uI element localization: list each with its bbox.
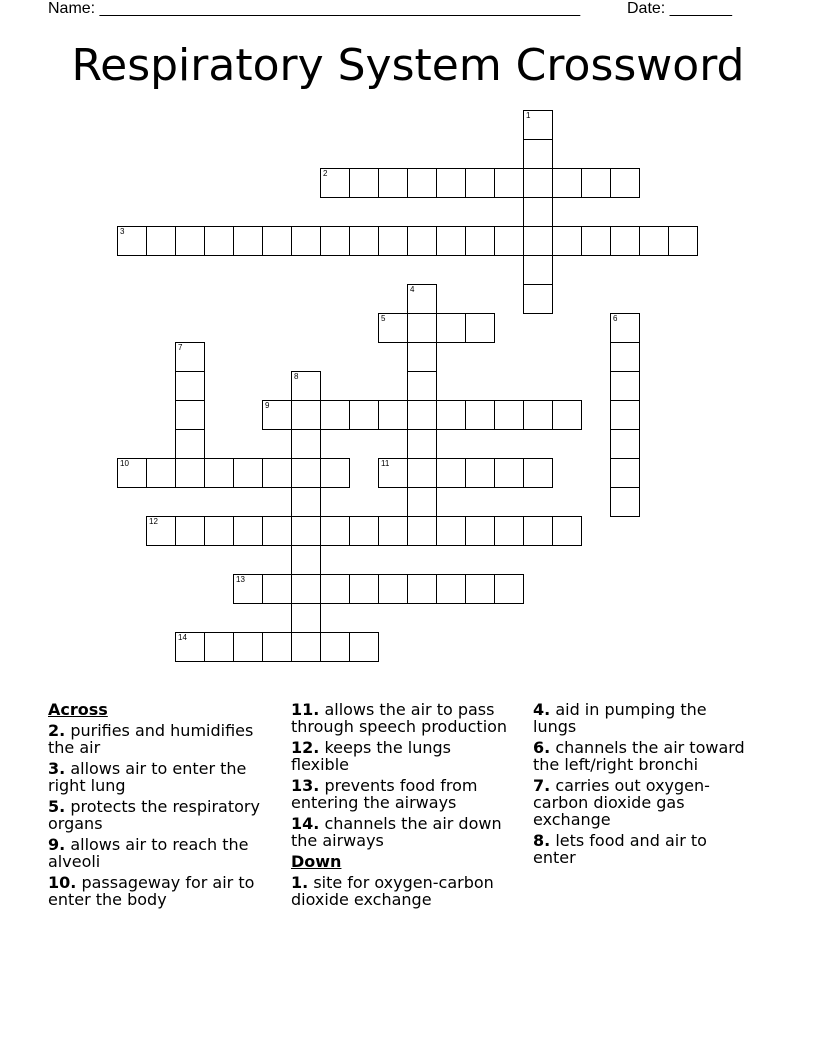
crossword-cell[interactable] <box>233 516 263 546</box>
crossword-cell[interactable] <box>349 400 379 430</box>
crossword-cell[interactable] <box>175 400 205 430</box>
crossword-cell[interactable] <box>494 168 524 198</box>
crossword-cell[interactable] <box>465 226 495 256</box>
clue-number: 12. <box>291 738 320 757</box>
clues-column-3 <box>533 701 753 870</box>
crossword-cell[interactable] <box>320 632 350 662</box>
clues-column-2 <box>291 701 511 912</box>
crossword-cell[interactable] <box>320 168 350 198</box>
crossword-cell[interactable] <box>407 284 437 314</box>
crossword-cell[interactable] <box>204 516 234 546</box>
crossword-cell[interactable] <box>291 603 321 633</box>
clue-down-6 <box>533 739 753 773</box>
crossword-cell[interactable] <box>146 226 176 256</box>
clue-number: 9. <box>48 835 66 854</box>
crossword-cell[interactable] <box>407 516 437 546</box>
crossword-cell[interactable] <box>610 400 640 430</box>
crossword-cell[interactable] <box>436 516 466 546</box>
crossword-cell[interactable] <box>407 487 437 517</box>
clue-number-label: 6 <box>613 314 618 323</box>
clue-down-4 <box>533 701 753 735</box>
crossword-cell[interactable] <box>378 574 408 604</box>
crossword-cell[interactable] <box>262 400 292 430</box>
crossword-cell[interactable] <box>175 226 205 256</box>
crossword-cell[interactable] <box>146 458 176 488</box>
crossword-cell[interactable] <box>233 226 263 256</box>
clue-text: site for oxygen-carbon dioxide exchange <box>291 873 494 909</box>
crossword-cell[interactable] <box>465 516 495 546</box>
crossword-cell[interactable] <box>262 226 292 256</box>
crossword-cell[interactable] <box>610 487 640 517</box>
crossword-cell[interactable] <box>291 429 321 459</box>
clue-number: 8. <box>533 831 551 850</box>
clue-text: allows the air to pass through speech production <box>291 700 508 736</box>
crossword-cell[interactable] <box>117 458 147 488</box>
crossword-cell[interactable] <box>610 458 640 488</box>
crossword-cell[interactable] <box>523 400 553 430</box>
name-field[interactable]: Name: ______________________________________________________ <box>48 0 581 17</box>
clue-across-10 <box>48 874 268 908</box>
crossword-cell[interactable] <box>378 516 408 546</box>
clue-number: 5. <box>48 797 66 816</box>
crossword-cell[interactable] <box>291 487 321 517</box>
crossword-cell[interactable] <box>436 400 466 430</box>
clue-text: keeps the lungs flexible <box>291 738 451 774</box>
clue-number: 4. <box>533 700 551 719</box>
crossword-cell[interactable] <box>436 168 466 198</box>
crossword-cell[interactable] <box>523 284 553 314</box>
crossword-cell[interactable] <box>233 574 263 604</box>
crossword-cell[interactable] <box>552 516 582 546</box>
crossword-cell[interactable] <box>523 458 553 488</box>
clue-number: 13. <box>291 776 320 795</box>
crossword-cell[interactable] <box>668 226 698 256</box>
crossword-cell[interactable] <box>175 458 205 488</box>
clue-across-2 <box>48 722 268 756</box>
crossword-cell[interactable] <box>610 226 640 256</box>
page-title: Respiratory System Crossword <box>71 40 745 91</box>
crossword-cell[interactable] <box>320 400 350 430</box>
crossword-cell[interactable] <box>494 516 524 546</box>
crossword-cell[interactable] <box>291 371 321 401</box>
crossword-cell[interactable] <box>378 400 408 430</box>
crossword-cell[interactable] <box>610 371 640 401</box>
crossword-cell[interactable] <box>262 632 292 662</box>
crossword-cell[interactable] <box>465 168 495 198</box>
clue-text: protects the respiratory organs <box>48 797 260 833</box>
crossword-cell[interactable] <box>175 371 205 401</box>
crossword-cell[interactable] <box>465 313 495 343</box>
crossword-cell[interactable] <box>262 516 292 546</box>
clue-across-12 <box>291 739 511 773</box>
clue-number: 7. <box>533 776 551 795</box>
crossword-cell[interactable] <box>581 168 611 198</box>
date-field[interactable]: Date: _______ <box>627 0 732 17</box>
crossword-cell[interactable] <box>407 168 437 198</box>
crossword-cell[interactable] <box>349 516 379 546</box>
clue-text: aid in pumping the lungs <box>533 700 707 736</box>
crossword-cell[interactable] <box>523 197 553 227</box>
crossword-cell[interactable] <box>494 574 524 604</box>
crossword-cell[interactable] <box>262 458 292 488</box>
clue-number: 2. <box>48 721 66 740</box>
crossword-cell[interactable] <box>494 458 524 488</box>
crossword-cell[interactable] <box>465 458 495 488</box>
crossword-cell[interactable] <box>291 632 321 662</box>
crossword-cell[interactable] <box>407 342 437 372</box>
crossword-cell[interactable] <box>320 574 350 604</box>
crossword-cell[interactable] <box>610 429 640 459</box>
clue-down-7 <box>533 777 753 828</box>
crossword-cell[interactable] <box>117 226 147 256</box>
clue-text: carries out oxygen-carbon dioxide gas exchange <box>533 776 710 829</box>
clue-number: 11. <box>291 700 320 719</box>
clue-text: channels the air down the airways <box>291 814 502 850</box>
clue-text: allows air to enter the right lung <box>48 759 247 795</box>
crossword-cell[interactable] <box>610 342 640 372</box>
crossword-cell[interactable] <box>436 313 466 343</box>
crossword-cell[interactable] <box>523 139 553 169</box>
crossword-cell[interactable] <box>523 226 553 256</box>
clue-number-label: 3 <box>120 227 125 236</box>
across-heading: Across <box>48 700 108 719</box>
crossword-cell[interactable] <box>291 458 321 488</box>
crossword-cell[interactable] <box>204 632 234 662</box>
clue-text: lets food and air to enter <box>533 831 707 867</box>
crossword-cell[interactable] <box>552 168 582 198</box>
crossword-cell[interactable] <box>175 429 205 459</box>
clue-number-label: 10 <box>120 459 129 468</box>
crossword-cell[interactable] <box>407 313 437 343</box>
clue-text: allows air to reach the alveoli <box>48 835 249 871</box>
crossword-cell[interactable] <box>465 574 495 604</box>
crossword-cell[interactable] <box>175 342 205 372</box>
crossword-cell[interactable] <box>407 400 437 430</box>
crossword-cell[interactable] <box>349 574 379 604</box>
crossword-cell[interactable] <box>291 226 321 256</box>
crossword-cell[interactable] <box>494 226 524 256</box>
crossword-cell[interactable] <box>581 226 611 256</box>
crossword-cell[interactable] <box>436 574 466 604</box>
clue-across-5 <box>48 798 268 832</box>
crossword-cell[interactable] <box>233 458 263 488</box>
clue-number: 6. <box>533 738 551 757</box>
crossword-cell[interactable] <box>291 400 321 430</box>
crossword-cell[interactable] <box>378 313 408 343</box>
clue-down-8 <box>533 832 753 866</box>
clue-down-1 <box>291 874 511 908</box>
crossword-cell[interactable] <box>436 226 466 256</box>
clue-number-label: 4 <box>410 285 415 294</box>
clue-text: channels the air toward the left/right bronchi <box>533 738 745 774</box>
clue-across-14 <box>291 815 511 849</box>
clue-across-13 <box>291 777 511 811</box>
clue-number: 10. <box>48 873 77 892</box>
clue-across-9 <box>48 836 268 870</box>
clue-number-label: 1 <box>526 111 531 120</box>
crossword-cell[interactable] <box>610 313 640 343</box>
crossword-cell[interactable] <box>407 371 437 401</box>
clue-number-label: 12 <box>149 517 158 526</box>
crossword-cell[interactable] <box>523 255 553 285</box>
clue-across-3 <box>48 760 268 794</box>
crossword-cell[interactable] <box>610 168 640 198</box>
clues-column-1 <box>48 701 268 912</box>
clue-number-label: 8 <box>294 372 299 381</box>
crossword-cell[interactable] <box>465 400 495 430</box>
crossword-cell[interactable] <box>146 516 176 546</box>
crossword-cell[interactable] <box>291 516 321 546</box>
crossword-cell[interactable] <box>552 226 582 256</box>
crossword-cell[interactable] <box>407 458 437 488</box>
crossword-cell[interactable] <box>407 226 437 256</box>
clue-number-label: 14 <box>178 633 187 642</box>
crossword-cell[interactable] <box>349 168 379 198</box>
crossword-cell[interactable] <box>204 226 234 256</box>
clue-number-label: 2 <box>323 169 328 178</box>
crossword-cell[interactable] <box>175 516 205 546</box>
crossword-cell[interactable] <box>407 429 437 459</box>
clue-number-label: 5 <box>381 314 386 323</box>
crossword-cell[interactable] <box>291 574 321 604</box>
clue-text: passageway for air to enter the body <box>48 873 255 909</box>
clue-across-11 <box>291 701 511 735</box>
crossword-cell[interactable] <box>349 226 379 256</box>
clue-number-label: 13 <box>236 575 245 584</box>
clue-number: 3. <box>48 759 66 778</box>
crossword-cell[interactable] <box>233 632 263 662</box>
crossword-cell[interactable] <box>494 400 524 430</box>
clue-number-label: 9 <box>265 401 270 410</box>
crossword-cell[interactable] <box>320 226 350 256</box>
crossword-cell[interactable] <box>349 632 379 662</box>
crossword-cell[interactable] <box>523 110 553 140</box>
crossword-cell[interactable] <box>436 458 466 488</box>
crossword-cell[interactable] <box>639 226 669 256</box>
crossword-cell[interactable] <box>378 168 408 198</box>
crossword-cell[interactable] <box>204 458 234 488</box>
clue-number-label: 7 <box>178 343 183 352</box>
down-heading: Down <box>291 852 342 871</box>
crossword-cell[interactable] <box>378 226 408 256</box>
clue-text: prevents food from entering the airways <box>291 776 478 812</box>
crossword-cell[interactable] <box>378 458 408 488</box>
crossword-cell[interactable] <box>523 516 553 546</box>
clue-text: purifies and humidifies the air <box>48 721 254 757</box>
crossword-cell[interactable] <box>262 574 292 604</box>
clue-number-label: 11 <box>381 459 390 468</box>
crossword-cell[interactable] <box>407 574 437 604</box>
crossword-cell[interactable] <box>291 545 321 575</box>
crossword-cell[interactable] <box>175 632 205 662</box>
crossword-cell[interactable] <box>320 516 350 546</box>
clue-number: 1. <box>291 873 309 892</box>
crossword-cell[interactable] <box>552 400 582 430</box>
clue-number: 14. <box>291 814 320 833</box>
crossword-cell[interactable] <box>523 168 553 198</box>
crossword-cell[interactable] <box>320 458 350 488</box>
